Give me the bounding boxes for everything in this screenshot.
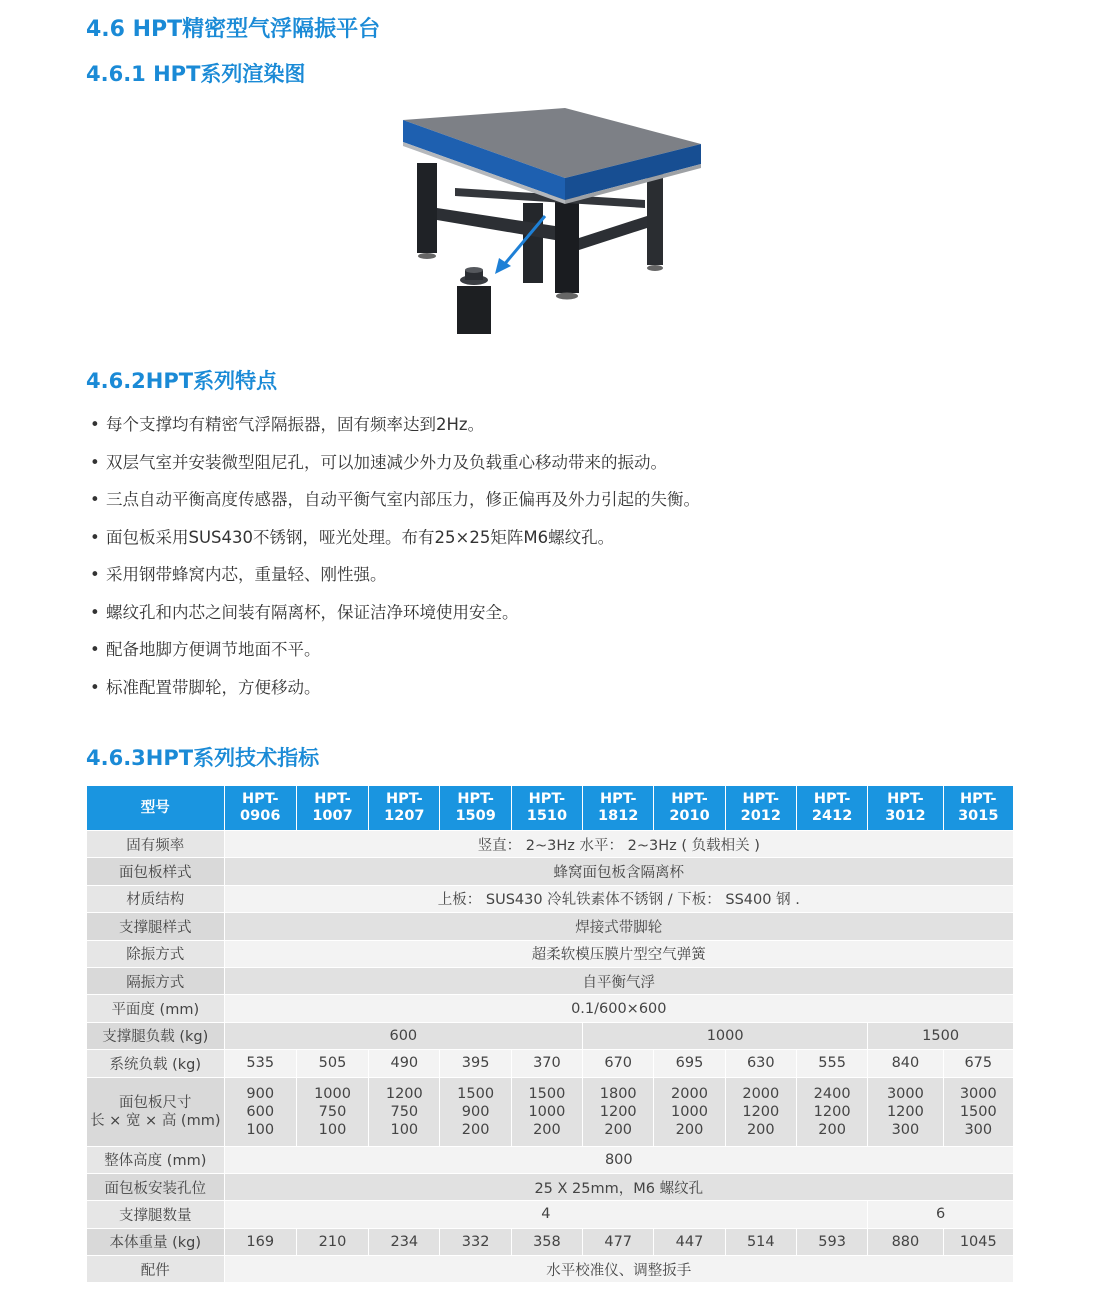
table-cell: 535	[224, 1050, 296, 1077]
row-label: 隔振方式	[87, 967, 225, 994]
table-cell: 900 600 100	[224, 1077, 296, 1146]
row-label: 面包板尺寸 长 × 宽 × 高 (mm)	[87, 1077, 225, 1146]
table-cell: 1045	[943, 1228, 1013, 1255]
table-cell: 上板： SUS430 冷轧铁素体不锈钢 / 下板： SS400 钢 .	[224, 885, 1013, 912]
header-model-label: 型号	[87, 786, 225, 831]
table-row	[87, 967, 1014, 994]
table-cell: 332	[440, 1228, 511, 1255]
table-row	[87, 1077, 1014, 1146]
table-cell: 1000 750 100	[296, 1077, 368, 1146]
table-cell: 竖直： 2~3Hz 水平： 2~3Hz ( 负载相关 )	[224, 831, 1013, 858]
table-cell: 514	[725, 1228, 796, 1255]
header-model: HPT- 3015	[943, 786, 1013, 831]
row-label: 整体高度 (mm)	[87, 1146, 225, 1173]
table-cell: 蜂窝面包板含隔离杯	[224, 858, 1013, 885]
table-cell: 焊接式带脚轮	[224, 913, 1013, 940]
table-cell: 477	[583, 1228, 654, 1255]
table-cell: 2000 1000 200	[654, 1077, 725, 1146]
table-cell: 670	[583, 1050, 654, 1077]
crossbar	[579, 216, 647, 250]
table-row	[87, 885, 1014, 912]
header-model: HPT- 1207	[369, 786, 440, 831]
table-cell: 505	[296, 1050, 368, 1077]
table-cell: 695	[654, 1050, 725, 1077]
header-model: HPT- 1509	[440, 786, 511, 831]
header-model: HPT- 3012	[868, 786, 943, 831]
table-cell: 水平校准仪、调整扳手	[224, 1256, 1013, 1283]
row-label: 本体重量 (kg)	[87, 1228, 225, 1255]
section-title-render: 4.6.1 HPT系列渲染图	[86, 62, 306, 86]
table-row	[87, 1050, 1014, 1077]
table-row	[87, 1173, 1014, 1200]
row-label: 除振方式	[87, 940, 225, 967]
table-cell: 447	[654, 1228, 725, 1255]
row-label: 面包板样式	[87, 858, 225, 885]
table-cell: 169	[224, 1228, 296, 1255]
table-leg-front-left	[417, 163, 437, 253]
header-model: HPT- 1812	[583, 786, 654, 831]
table-cell: 4	[224, 1201, 868, 1228]
section-title-specs: 4.6.3HPT系列技术指标	[86, 746, 320, 770]
table-row	[87, 1022, 1014, 1049]
row-label: 配件	[87, 1256, 225, 1283]
row-label: 材质结构	[87, 885, 225, 912]
table-cell: 3000 1200 300	[868, 1077, 943, 1146]
table-cell: 234	[369, 1228, 440, 1255]
feature-item: • 每个支撑均有精密气浮隔振器，固有频率达到2Hz。	[90, 415, 485, 434]
table-cell: 593	[796, 1228, 867, 1255]
header-model: HPT- 2010	[654, 786, 725, 831]
table-header-row	[87, 786, 1014, 831]
row-label: 面包板安装孔位	[87, 1173, 225, 1200]
feature-item: • 双层气室并安装微型阻尼孔，可以加速减少外力及负载重心移动带来的振动。	[90, 452, 667, 472]
header-model: HPT- 1510	[511, 786, 582, 831]
header-model: HPT- 0906	[224, 786, 296, 831]
optical-table-render	[395, 108, 715, 344]
row-label: 平面度 (mm)	[87, 995, 225, 1022]
table-cell: 1500 900 200	[440, 1077, 511, 1146]
row-label: 支撑腿样式	[87, 913, 225, 940]
row-label: 系统负载 (kg)	[87, 1050, 225, 1077]
leg-foot	[418, 253, 436, 259]
table-cell: 1800 1200 200	[583, 1077, 654, 1146]
table-row	[87, 1146, 1014, 1173]
table-cell: 840	[868, 1050, 943, 1077]
table-cell: 自平衡气浮	[224, 967, 1013, 994]
table-cell: 555	[796, 1050, 867, 1077]
table-row	[87, 1256, 1014, 1283]
table-cell: 6	[868, 1201, 1014, 1228]
feature-item: • 采用钢带蜂窝内芯，重量轻、刚性强。	[90, 565, 387, 584]
table-cell: 1200 750 100	[369, 1077, 440, 1146]
spec-table	[86, 785, 1014, 1283]
table-leg-front-right	[555, 193, 579, 293]
table-cell: 630	[725, 1050, 796, 1077]
table-cell: 600	[224, 1022, 582, 1049]
table-cell: 490	[369, 1050, 440, 1077]
table-row	[87, 940, 1014, 967]
table-leg-mid	[523, 203, 543, 283]
table-cell: 210	[296, 1228, 368, 1255]
isolator-module	[457, 286, 491, 334]
table-row	[87, 858, 1014, 885]
feature-item: • 标准配置带脚轮，方便移动。	[90, 677, 321, 697]
table-row	[87, 995, 1014, 1022]
row-label: 支撑腿负载 (kg)	[87, 1022, 225, 1049]
table-row	[87, 1201, 1014, 1228]
table-row	[87, 1228, 1014, 1255]
row-label: 固有频率	[87, 831, 225, 858]
header-model: HPT- 2412	[796, 786, 867, 831]
row-label: 支撑腿数量	[87, 1201, 225, 1228]
leg-foot	[556, 293, 578, 300]
table-cell: 358	[511, 1228, 582, 1255]
feature-item: • 面包板采用SUS430不锈钢，哑光处理。布有25×25矩阵M6螺纹孔。	[90, 527, 615, 547]
section-title-features: 4.6.2HPT系列特点	[86, 369, 278, 393]
table-row	[87, 913, 1014, 940]
table-cell: 880	[868, 1228, 943, 1255]
table-cell: 1500	[868, 1022, 1014, 1049]
table-cell: 超柔软模压膜片型空气弹簧	[224, 940, 1013, 967]
table-cell: 2400 1200 200	[796, 1077, 867, 1146]
header-model: HPT- 2012	[725, 786, 796, 831]
table-cell: 675	[943, 1050, 1013, 1077]
feature-list	[90, 408, 700, 708]
table-cell: 800	[224, 1146, 1013, 1173]
feature-item: • 三点自动平衡高度传感器，自动平衡气室内部压力，修正偏再及外力引起的失衡。	[90, 490, 700, 509]
table-cell: 25 X 25mm，M6 螺纹孔	[224, 1173, 1013, 1200]
table-row	[87, 831, 1014, 858]
table-cell: 1500 1000 200	[511, 1077, 582, 1146]
table-cell: 1000	[583, 1022, 868, 1049]
feature-item: • 配备地脚方便调节地面不平。	[90, 640, 321, 659]
table-cell: 370	[511, 1050, 582, 1077]
leg-foot	[647, 265, 663, 271]
table-cell: 0.1/600×600	[224, 995, 1013, 1022]
header-model: HPT- 1007	[296, 786, 368, 831]
page-title: 4.6 HPT精密型气浮隔振平台	[86, 17, 381, 42]
table-cell: 3000 1500 300	[943, 1077, 1013, 1146]
table-cell: 395	[440, 1050, 511, 1077]
table-cell: 2000 1200 200	[725, 1077, 796, 1146]
table-leg-back-right	[647, 170, 663, 265]
feature-item: • 螺纹孔和内芯之间装有隔离杯，保证洁净环境使用安全。	[90, 602, 519, 622]
